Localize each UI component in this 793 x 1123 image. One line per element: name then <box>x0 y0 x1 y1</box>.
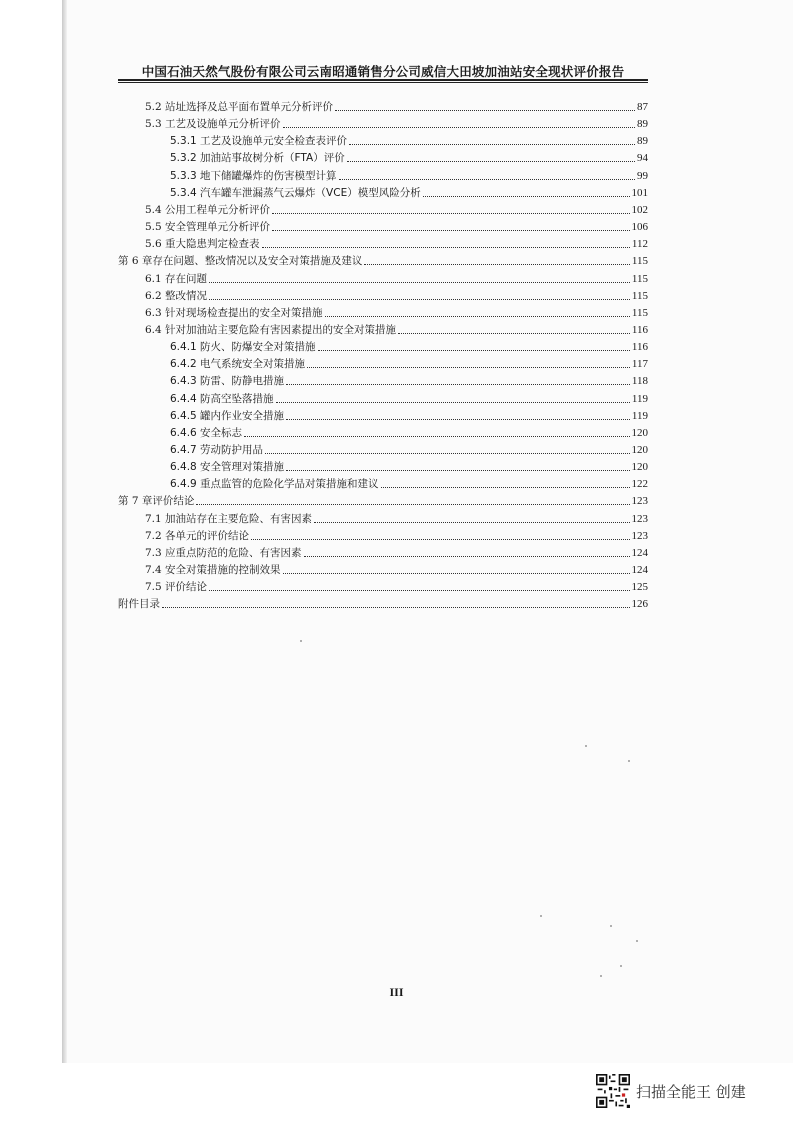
toc-leader-dots <box>286 383 630 385</box>
toc-leader-dots <box>209 281 630 283</box>
toc-leader-dots <box>209 298 630 300</box>
toc-entry-label: 6.1 存在问题 <box>145 272 208 285</box>
toc-entry-page: 123 <box>631 512 648 525</box>
toc-entry-label: 6.4.7 劳动防护用品 <box>170 444 264 456</box>
toc-entry[interactable] <box>145 302 648 320</box>
toc-entry-page: 120 <box>631 426 648 439</box>
toc-entry[interactable] <box>145 268 648 286</box>
toc-leader-dots <box>262 246 630 248</box>
toc-leader-dots <box>335 109 635 111</box>
toc-entry[interactable] <box>145 559 648 577</box>
toc-entry-page: 120 <box>631 444 648 456</box>
toc-entry-page: 120 <box>631 461 648 474</box>
scan-speckle <box>600 975 602 977</box>
toc-entry-label: 5.3.2 加油站事故树分析（FTA）评价 <box>170 152 345 165</box>
toc-entry-label: 7.5 评价结论 <box>145 581 208 594</box>
toc-leader-dots <box>162 606 630 608</box>
toc-entry-page: 116 <box>631 341 648 354</box>
toc-entry-label: 6.4.3 防雷、防静电措施 <box>170 375 285 388</box>
toc-entry[interactable] <box>145 576 648 594</box>
toc-entry-label: 6.3 针对现场检查提出的安全对策措施 <box>145 306 323 319</box>
toc-entry-label: 5.2 站址选择及总平面布置单元分析评价 <box>145 101 334 113</box>
toc-entry-label: 5.3.3 地下储罐爆炸的伤害模型计算 <box>170 169 337 182</box>
toc-entry-page: 124 <box>631 564 648 577</box>
toc-leader-dots <box>364 263 630 265</box>
toc-entry-label: 5.4 公用工程单元分析评价 <box>145 203 271 216</box>
toc-entry[interactable] <box>118 593 648 611</box>
header-rule <box>118 79 648 81</box>
toc-entry-page: 87 <box>637 101 648 113</box>
toc-entry-page: 126 <box>631 598 648 611</box>
toc-entry-label: 7.3 应重点防范的危险、有害因素 <box>145 546 302 559</box>
toc-entry-page: 99 <box>637 169 648 182</box>
scan-speckle <box>585 745 587 747</box>
scan-speckle <box>610 925 612 927</box>
toc-entry[interactable] <box>145 542 648 560</box>
scan-speckle <box>300 640 302 642</box>
toc-leader-dots <box>349 143 635 145</box>
toc-entry-page: 122 <box>631 478 648 491</box>
toc-entry-label: 7.2 各单元的评价结论 <box>145 529 250 542</box>
toc-entry-page: 101 <box>631 186 648 199</box>
scan-speckle <box>628 760 630 762</box>
toc-entry[interactable] <box>118 490 648 508</box>
toc-entry-label: 7.1 加油站存在主要危险、有害因素 <box>145 512 313 525</box>
toc-entry-page: 115 <box>631 306 648 319</box>
scan-speckle <box>620 965 622 967</box>
toc-leader-dots <box>286 418 630 420</box>
toc-entry-page: 125 <box>631 581 648 594</box>
report-header-title: 中国石油天然气股份有限公司云南昭通销售分公司威信大田坡加油站安全现状评价报告 <box>141 64 625 79</box>
toc-entry[interactable] <box>170 439 648 457</box>
toc-leader-dots <box>286 469 629 471</box>
toc-leader-dots <box>272 212 629 214</box>
toc-leader-dots <box>318 349 630 351</box>
toc-leader-dots <box>314 521 629 523</box>
toc-entry-page: 118 <box>631 375 648 388</box>
toc-leader-dots <box>276 401 630 403</box>
toc-entry[interactable] <box>170 165 648 183</box>
toc-leader-dots <box>307 366 630 368</box>
toc-entry-label: 6.4.8 安全管理对策措施 <box>170 461 285 474</box>
toc-entry[interactable] <box>145 96 648 114</box>
toc-entry[interactable] <box>145 199 648 217</box>
toc-entry-label: 6.4.4 防高空坠落措施 <box>170 392 274 405</box>
toc-entry[interactable] <box>170 370 648 388</box>
toc-entry-page: 119 <box>631 409 648 422</box>
toc-entry-label: 6.2 整改情况 <box>145 289 208 302</box>
toc-entry[interactable] <box>170 456 648 474</box>
toc-entry-page: 115 <box>631 289 648 302</box>
toc-entry-page: 124 <box>631 546 648 559</box>
toc-leader-dots <box>339 178 635 180</box>
toc-entry-page: 119 <box>631 392 648 405</box>
scan-speckle <box>540 915 542 917</box>
toc-entry[interactable] <box>170 473 648 491</box>
toc-entry-label: 6.4.5 罐内作业安全措施 <box>170 409 285 422</box>
toc-entry[interactable] <box>170 353 648 371</box>
toc-entry-page: 123 <box>631 529 648 542</box>
toc-leader-dots <box>265 452 629 454</box>
toc-leader-dots <box>423 195 630 197</box>
toc-entry-label: 5.5 安全管理单元分析评价 <box>145 221 271 234</box>
toc-entry[interactable] <box>145 233 648 251</box>
toc-leader-dots <box>251 538 629 540</box>
scan-edge-shadow <box>62 0 67 1063</box>
toc-leader-dots <box>209 589 629 591</box>
toc-entry[interactable] <box>170 130 648 148</box>
toc-entry-page: 94 <box>637 152 648 165</box>
toc-entry[interactable] <box>145 285 648 303</box>
toc-entry[interactable] <box>170 405 648 423</box>
toc-entry-label: 6.4.9 重点监管的危险化学品对策措施和建议 <box>170 478 379 491</box>
toc-entry-label: 6.4.6 安全标志 <box>170 426 243 439</box>
toc-entry-label: 5.3 工艺及设施单元分析评价 <box>145 118 281 131</box>
toc-entry-page: 115 <box>631 272 648 285</box>
toc-entry-label: 6.4 针对加油站主要危险有害因素提出的安全对策措施 <box>145 323 397 336</box>
qr-code-icon <box>596 1074 630 1108</box>
watermark-text: 扫描全能王 创建 <box>636 1082 746 1101</box>
toc-entry[interactable] <box>145 508 648 526</box>
toc-leader-dots <box>325 315 630 317</box>
toc-entry-page: 102 <box>631 203 648 216</box>
toc-entry[interactable] <box>118 250 648 268</box>
toc-entry[interactable] <box>145 216 648 234</box>
toc-entry-page: 106 <box>631 221 648 234</box>
toc-entry[interactable] <box>145 113 648 131</box>
toc-entry-page: 89 <box>637 135 648 148</box>
toc-leader-dots <box>272 229 629 231</box>
header-rule-thin <box>118 82 648 83</box>
toc-entry-label: 第 7 章评价结论 <box>118 495 195 508</box>
toc-entry-page: 117 <box>631 358 648 371</box>
toc-leader-dots <box>283 126 635 128</box>
toc-entry-label: 6.4.2 电气系统安全对策措施 <box>170 358 306 371</box>
toc-entry[interactable] <box>145 525 648 543</box>
page-number: III <box>389 985 404 999</box>
toc-leader-dots <box>398 332 630 334</box>
toc-entry-page: 123 <box>631 495 648 508</box>
toc-entry-page: 115 <box>631 255 648 268</box>
toc-entry[interactable] <box>170 388 648 406</box>
scan-speckle <box>636 940 638 942</box>
toc-entry-label: 附件目录 <box>118 598 160 611</box>
toc-leader-dots <box>304 555 630 557</box>
toc-entry-page: 116 <box>631 323 648 336</box>
toc-leader-dots <box>196 503 629 505</box>
toc-entry-label: 7.4 安全对策措施的控制效果 <box>145 564 281 577</box>
toc-entry[interactable] <box>170 147 648 165</box>
toc-leader-dots <box>381 486 630 488</box>
scanner-watermark <box>596 1073 746 1109</box>
toc-entry-page: 89 <box>637 118 648 131</box>
toc-leader-dots <box>244 435 629 437</box>
toc-leader-dots <box>283 572 630 574</box>
toc-entry[interactable] <box>170 336 648 354</box>
toc-entry[interactable] <box>145 319 648 337</box>
toc-entry[interactable] <box>170 422 648 440</box>
toc-entry-label: 第 6 章存在问题、整改情况以及安全对策措施及建议 <box>118 255 363 268</box>
toc-entry[interactable] <box>170 182 648 200</box>
toc-entry-label: 6.4.1 防火、防爆安全对策措施 <box>170 341 316 354</box>
toc-entry-label: 5.3.4 汽车罐车泄漏蒸气云爆炸（VCE）模型风险分析 <box>170 186 421 199</box>
toc-leader-dots <box>347 160 635 162</box>
toc-entry-label: 5.3.1 工艺及设施单元安全检查表评价 <box>170 135 348 148</box>
toc-entry-label: 5.6 重大隐患判定检查表 <box>145 238 260 251</box>
toc-entry-page: 112 <box>631 238 648 251</box>
